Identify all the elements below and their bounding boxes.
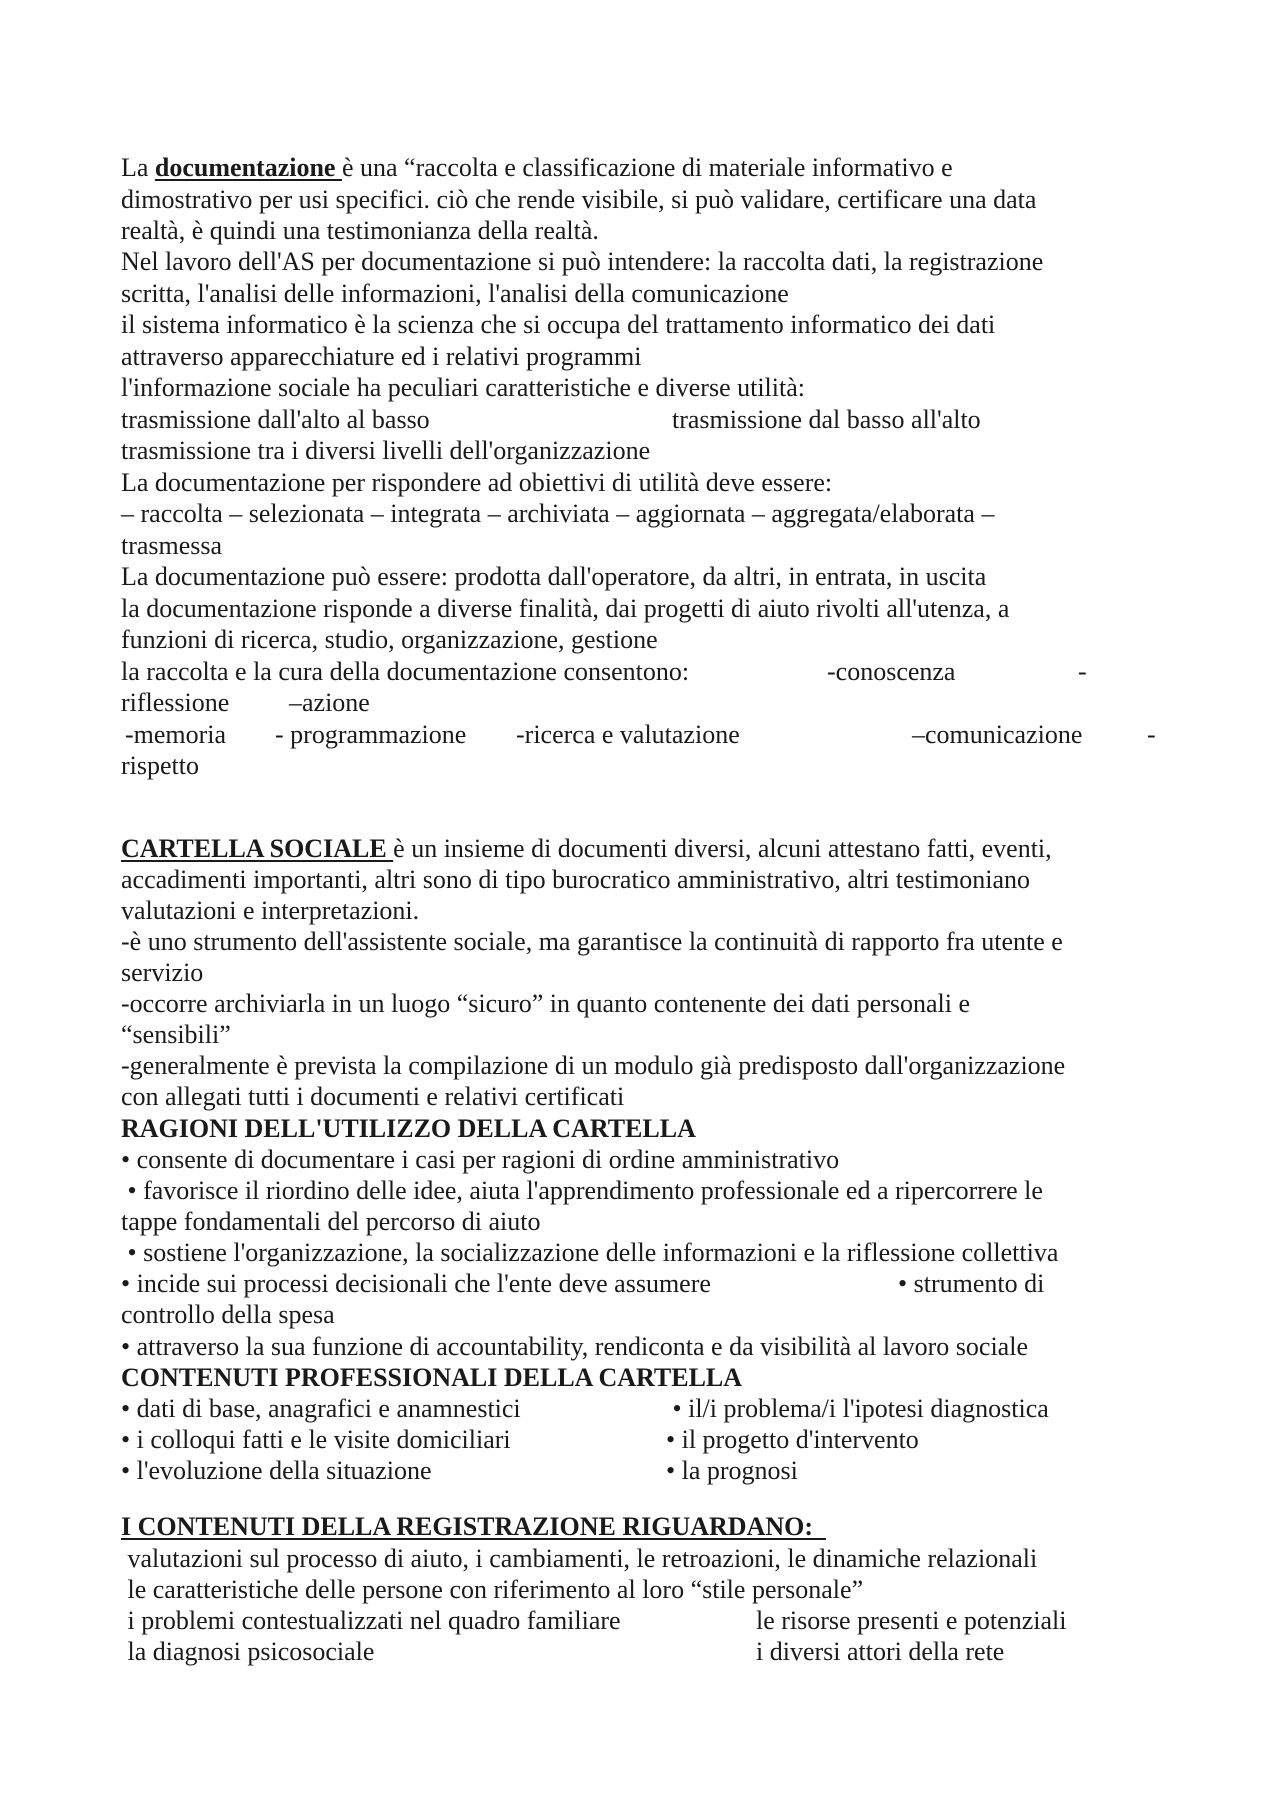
intro-line-13: trasmessa [121,531,223,560]
term-documentazione: documentazione [154,153,342,182]
intro-line-19d: –comunicazione [912,720,1083,749]
intro-line-17c: - [1078,657,1087,686]
cartella-line-7: “sensibili” [121,1020,231,1049]
cartella-line-6: -occorre archiviarla in un luogo “sicuro” in quanto contenente dei dati personali e [121,989,970,1018]
intro-line-18b: –azione [289,688,370,717]
intro-line-11: La documentazione per rispondere ad obiettivi di utilità deve essere: [121,468,833,497]
intro-line-2: dimostrativo per usi specifici. ciò che rende visibile, si può validare, certificare una data [121,185,1037,214]
ragioni-line-2: • favorisce il riordino delle idee, aiuta l'apprendimento professionale ed a ripercorrere le [121,1176,1043,1205]
intro-line-10: trasmissione tra i diversi livelli dell'organizzazione [121,436,651,465]
cartella-line-4: -è uno strumento dell'assistente sociale, ma garantisce la continuità di rapporto fra utente e [121,927,1063,956]
ragioni-line-6: controllo della spesa [121,1300,335,1329]
registrazione-line-1: valutazioni sul processo di aiuto, i cambiamenti, le retroazioni, le dinamiche relazionali [121,1544,1038,1573]
ragioni-heading: RAGIONI DELL'UTILIZZO DELLA CARTELLA [121,1114,696,1143]
intro-line-9a: trasmissione dall'alto al basso [121,405,430,434]
ragioni-line-7: • attraverso la sua funzione di accountability, rendiconta e da visibilità al lavoro sociale [121,1332,1028,1361]
registrazione-row-3b: le risorse presenti e potenziali [756,1606,1067,1635]
intro-line-6: il sistema informatico è la scienza che si occupa del trattamento informatico dei dati [121,310,996,339]
contenuti-row-2a: • i colloqui fatti e le visite domiciliari [121,1425,511,1454]
intro-line-9b: trasmissione dal basso all'alto [672,405,981,434]
contenuti-row-3a: • l'evoluzione della situazione [121,1456,432,1485]
intro-line-5: scritta, l'analisi delle informazioni, l'analisi della comunicazione [121,279,789,308]
ragioni-line-1: • consente di documentare i casi per ragioni di ordine amministrativo [121,1145,840,1174]
cartella-line-9: con allegati tutti i documenti e relativi certificati [121,1082,625,1111]
ragioni-line-5a: • incide sui processi decisionali che l'ente deve assumere [121,1269,711,1298]
intro-line-19b: - programmazione [275,720,467,749]
registrazione-row-3a: i problemi contestualizzati nel quadro familiare [121,1606,621,1635]
cartella-sociale-title: CARTELLA SOCIALE [121,834,394,863]
cartella-line-1 [121,836,1052,862]
cartella-line-3: valutazioni e interpretazioni. [121,896,420,925]
ragioni-line-4: • sostiene l'organizzazione, la socializzazione delle informazioni e la riflessione collettiva [121,1238,1059,1267]
contenuti-row-3b: • la prognosi [666,1456,798,1485]
intro-line-3: realtà, è quindi una testimonianza della realtà. [121,216,599,245]
intro-line-17a: la raccolta e la cura della documentazione consentono: [121,657,690,686]
registrazione-row-4a: la diagnosi psicosociale [121,1637,375,1666]
registrazione-row-4b: i diversi attori della rete [756,1637,1005,1666]
cartella-line-5: servizio [121,958,204,987]
intro-line-14: La documentazione può essere: prodotta dall'operatore, da altri, in entrata, in uscita [121,562,987,591]
intro-line-20: rispetto [121,751,199,780]
intro-text: è una “raccolta e classificazione di materiale informativo e [341,153,953,182]
contenuti-row-1a: • dati di base, anagrafici e anamnestici [121,1394,521,1423]
intro-line-7: attraverso apparecchiature ed i relativi programmi [121,342,642,371]
registrazione-heading: I CONTENUTI DELLA REGISTRAZIONE RIGUARDANO: [121,1512,827,1541]
intro-line-19c: -ricerca e valutazione [516,720,740,749]
intro-line-16: funzioni di ricerca, studio, organizzazione, gestione [121,625,658,654]
intro-line-1 [121,155,953,181]
intro-line-8: l'informazione sociale ha peculiari caratteristiche e diverse utilità: [121,373,805,402]
cartella-line-2: accadimenti importanti, altri sono di tipo burocratico amministrativo, altri testimoniano [121,865,1031,894]
intro-text: La [121,153,155,182]
intro-line-15: la documentazione risponde a diverse finalità, dai progetti di aiuto rivolti all'utenza, a [121,594,1010,623]
intro-line-12: – raccolta – selezionata – integrata – archiviata – aggiornata – aggregata/elaborata – [121,499,995,528]
ragioni-line-5b: • strumento di [898,1269,1045,1298]
contenuti-row-1b: • il/i problema/i l'ipotesi diagnostica [666,1394,1049,1423]
intro-line-19a: -memoria [125,720,227,749]
registrazione-line-2: le caratteristiche delle persone con riferimento al loro “stile personale” [121,1575,864,1604]
intro-line-17b: -conoscenza [827,657,956,686]
contenuti-heading: CONTENUTI PROFESSIONALI DELLA CARTELLA [121,1363,743,1392]
ragioni-line-3: tappe fondamentali del percorso di aiuto [121,1207,541,1236]
intro-line-4: Nel lavoro dell'AS per documentazione si può intendere: la raccolta dati, la registrazione [121,247,1044,276]
cartella-line-8: -generalmente è prevista la compilazione di un modulo già predisposto dall'organizzazione [121,1051,1066,1080]
cartella-text: è un insieme di documenti diversi, alcuni attestano fatti, eventi, [393,834,1052,863]
intro-line-18a: riflessione [121,688,230,717]
contenuti-row-2b: • il progetto d'intervento [666,1425,919,1454]
intro-line-19e: - [1147,720,1156,749]
